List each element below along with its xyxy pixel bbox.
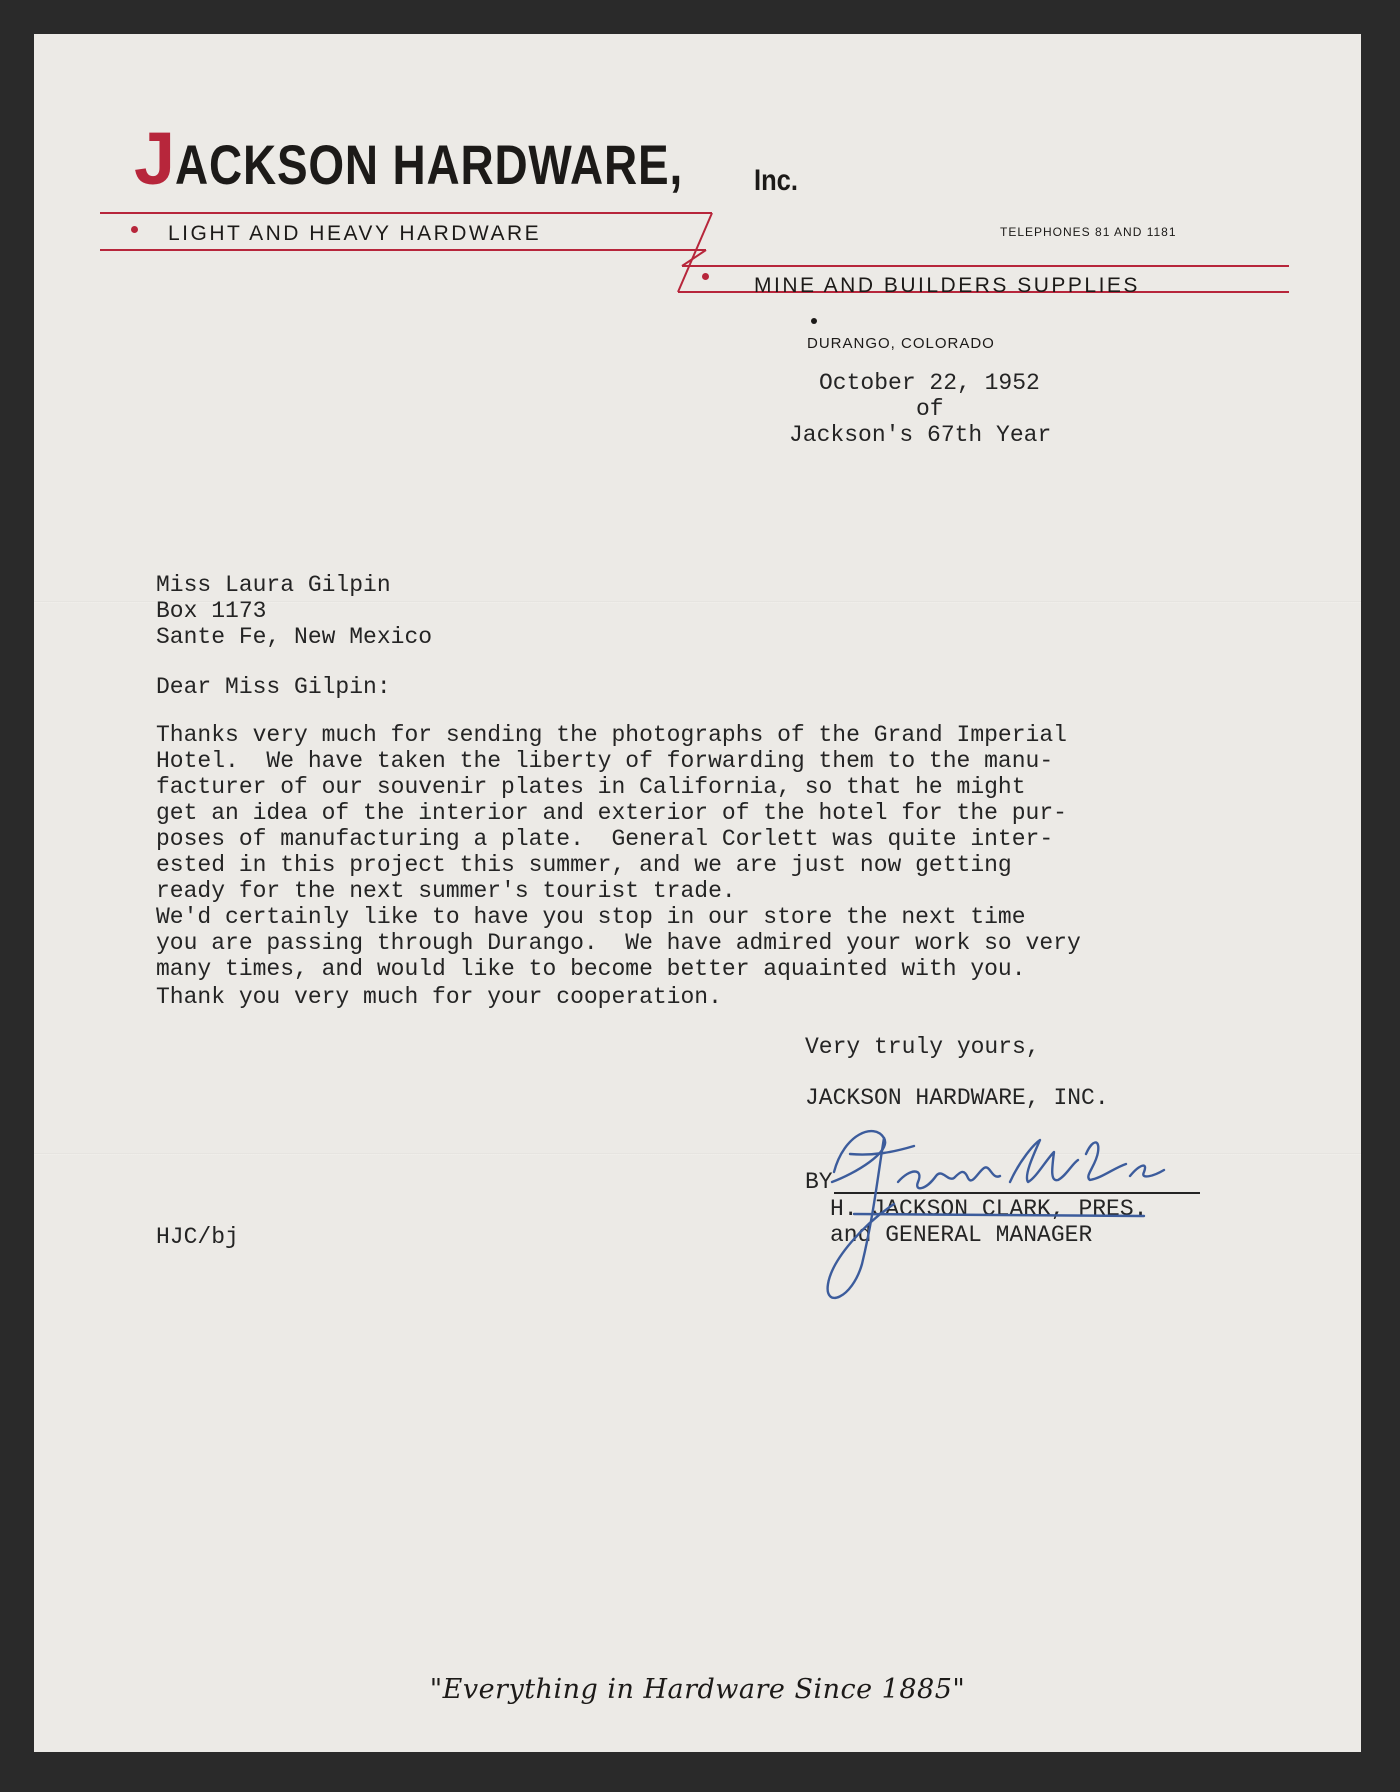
salutation: Dear Miss Gilpin: [156,674,391,700]
body-line: get an idea of the interior and exterior of the hotel for the pur- [156,800,1067,826]
letter-sheet [34,34,1361,1752]
date-year-note: Jackson's 67th Year [789,422,1052,448]
company-initial: J [134,117,176,200]
handwritten-signature [814,1234,1194,1474]
signer-title: and GENERAL MANAGER [830,1222,1093,1248]
body-paragraph [156,904,1081,982]
bullet-dot [131,226,138,233]
body-line: facturer of our souvenir plates in California, so that he might [156,774,1026,800]
signature-line [834,1192,1200,1194]
recipient-city: Sante Fe, New Mexico [156,624,433,650]
paper-fold [34,1153,1361,1155]
by-label: BY [805,1169,833,1195]
company-slogan: "Everything in Hardware Since 1885" [429,1674,966,1705]
body-line: Hotel. We have taken the liberty of forwarding them to the manu- [156,748,1054,774]
bullet-dot [702,273,709,280]
telephone-numbers: TELEPHONES 81 AND 1181 [1000,225,1177,239]
date-line: October 22, 1952 [819,370,1040,396]
body-line: We'd certainly like to have you stop in our store the next time [156,904,1026,930]
letterhead-rule [678,213,712,292]
body-line: poses of manufacturing a plate. General Corlett was quite inter- [156,826,1054,852]
typist-initials: HJC/bj [156,1224,239,1250]
signer-name: H. JACKSON CLARK, PRES. [830,1196,1148,1222]
body-line: many times, and would like to become better aquainted with you. [156,956,1026,982]
valediction: Very truly yours, [805,1034,1040,1060]
letterhead-city: DURANGO, COLORADO [807,335,995,352]
company-suffix: Inc. [754,164,798,197]
recipient-name: Miss Laura Gilpin [156,572,391,598]
tagline-mine-builders: MINE AND BUILDERS SUPPLIES [754,274,1140,297]
company-signature-line: JACKSON HARDWARE, INC. [805,1085,1109,1111]
body-line: ested in this project this summer, and we are just now getting [156,852,1012,878]
body-paragraph [156,722,1067,904]
body-paragraph-closing: Thank you very much for your cooperation. [156,984,722,1010]
date-of: of [916,396,944,422]
company-name-rest: ACKSON HARDWARE, [175,133,684,196]
body-line: you are passing through Durango. We have admired your work so very [156,930,1081,956]
body-line: Thanks very much for sending the photographs of the Grand Imperial [156,722,1067,748]
tagline-light-heavy: LIGHT AND HEAVY HARDWARE [168,222,542,245]
bullet-dot [811,318,817,324]
body-line: ready for the next summer's tourist trade. [156,878,736,904]
recipient-box: Box 1173 [156,598,267,624]
letterhead-rules [34,34,1361,334]
